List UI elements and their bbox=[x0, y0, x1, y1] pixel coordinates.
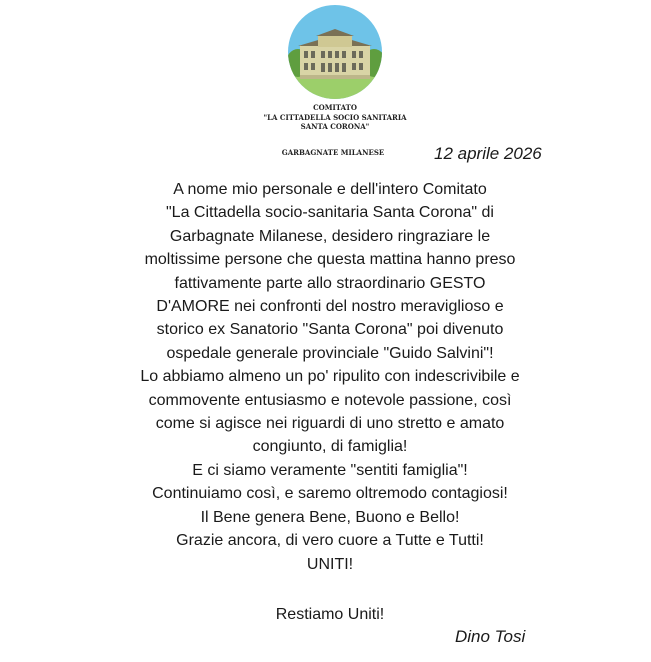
letter-line: "La Cittadella socio-sanitaria Santa Corona" di bbox=[166, 204, 494, 222]
letter-line: Garbagnate Milanese, desidero ringraziare le bbox=[169, 227, 491, 245]
letter-line: Grazie ancora, di vero cuore a Tutte e Tutti! bbox=[176, 532, 484, 550]
letter-line: fattivamente parte allo straordinario GESTO bbox=[174, 274, 486, 292]
letter-date: 12 aprile 2026 bbox=[434, 144, 542, 163]
letter-line: commovente entusiasmo e notevole passione, così bbox=[148, 391, 512, 409]
letter-line: congiunto, di famiglia! bbox=[252, 438, 408, 456]
org-line: "LA CITTADELLA SOCIO SANITARIA bbox=[263, 112, 407, 122]
letter-signature: Dino Tosi bbox=[455, 627, 526, 646]
letter-line: ospedale generale provinciale "Guido Salvini"! bbox=[166, 344, 494, 362]
letter-closing: Restiamo Uniti! bbox=[275, 606, 385, 623]
building-emblem-icon bbox=[288, 5, 382, 99]
letter-line: Lo abbiamo almeno un po' ripulito con indescrivibile e bbox=[140, 368, 520, 386]
letter-line: storico ex Sanatorio "Santa Corona" poi divenuto bbox=[156, 321, 504, 339]
organization-city: GARBAGNATE MILANESE bbox=[281, 148, 385, 157]
organization-name bbox=[255, 103, 415, 132]
letter-line: UNITI! bbox=[306, 555, 354, 573]
letter-line: Continuiamo così, e saremo oltremodo contagiosi! bbox=[152, 485, 508, 503]
letter-line: come si agisce nei riguardi di uno stretto e amato bbox=[155, 415, 505, 433]
letter-line: E ci siamo veramente "sentiti famiglia"! bbox=[192, 461, 468, 479]
letter-line: A nome mio personale e dell'intero Comitato bbox=[173, 181, 487, 198]
org-line: SANTA CORONA" bbox=[300, 122, 370, 131]
letter-line: Il Bene genera Bene, Buono e Bello! bbox=[200, 508, 460, 526]
letter-body bbox=[110, 178, 550, 576]
org-line: COMITATO bbox=[313, 103, 357, 112]
letter-line: D'AMORE nei confronti del nostro meraviglioso e bbox=[156, 298, 504, 316]
letter-line: moltissime persone che questa mattina hanno preso bbox=[144, 251, 516, 269]
